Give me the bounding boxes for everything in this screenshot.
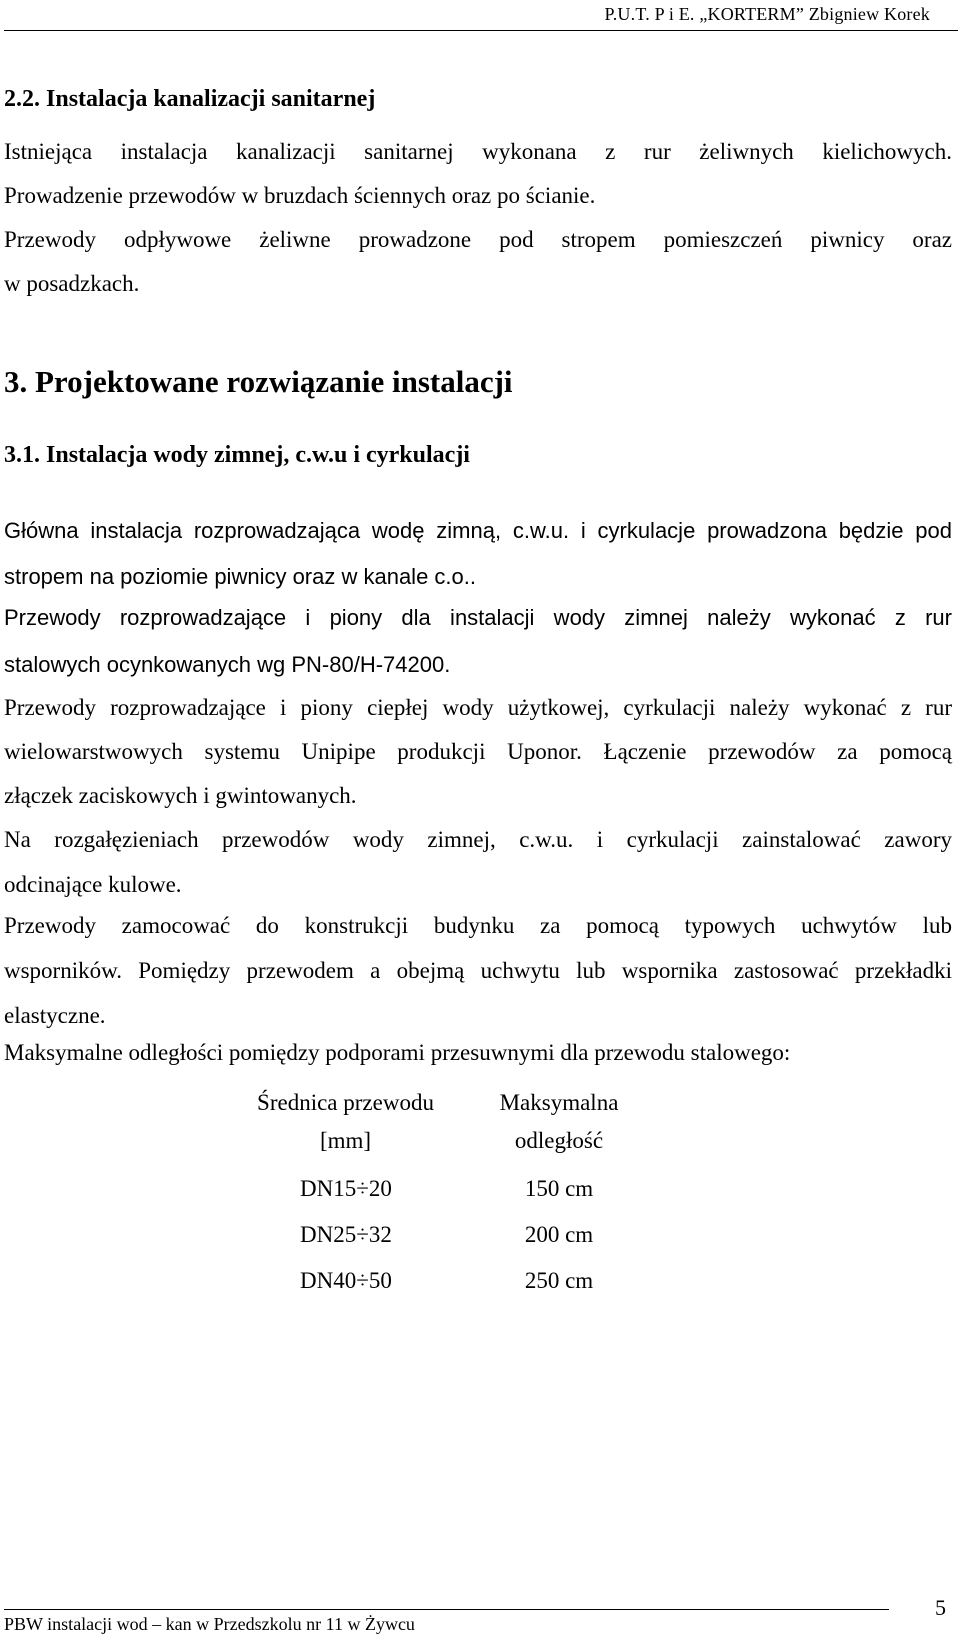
table-header-row-1 — [243, 1090, 663, 1120]
cell-diameter: DN25÷32 — [300, 1222, 392, 1247]
text-line: Przewody rozprowadzające i piony ciepłej wody użytkowej, cyrkulacji należy wykonać z rur — [4, 695, 952, 720]
text-line: Przewody odpływowe żeliwne prowadzone pod stropem pomieszczeń piwnicy oraz — [4, 227, 952, 252]
text-line: elastyczne. — [4, 1003, 106, 1028]
cell-diameter: DN40÷50 — [300, 1268, 392, 1293]
text-line: Istniejąca instalacja kanalizacji sanitarnej wykonana z rur żeliwnych kielichowych. — [4, 139, 952, 164]
col-diameter-header: Średnica przewodu — [257, 1090, 434, 1115]
paragraph-hot-water-pipes — [4, 686, 952, 818]
cell-distance: 250 cm — [524, 1268, 594, 1293]
text-line: w posadzkach. — [4, 271, 140, 296]
page-number: 5 — [935, 1595, 946, 1620]
text-line: wsporników. Pomiędzy przewodem a obejmą uchwytu lub wspornika zastosować przekładki — [4, 958, 952, 983]
page-footer: PBW instalacji wod – kan w Przedszkolu nr 11 w Żywcu — [4, 1614, 415, 1634]
paragraph-pipe-mounting — [4, 903, 952, 1038]
section-2-2-text — [4, 130, 952, 306]
page-header: P.U.T. P i E. „KORTERM” Zbigniew Korek — [604, 4, 930, 24]
text-line: Przewody rozprowadzające i piony dla instalacji wody zimnej należy wykonać z rur — [4, 605, 952, 630]
text-line: odcinające kulowe. — [4, 872, 182, 897]
text-line: wielowarstwowych systemu Unipipe produkcji Uponor. Łączenie przewodów za pomocą — [4, 739, 952, 764]
paragraph-cold-water-pipes — [4, 594, 952, 688]
text-line: Przewody zamocować do konstrukcji budynku za pomocą typowych uchwytów lub — [4, 913, 952, 938]
table-row — [243, 1176, 663, 1206]
section-2-2-heading: 2.2. Instalacja kanalizacji sanitarnej — [4, 86, 376, 112]
cell-distance: 150 cm — [524, 1176, 594, 1201]
paragraph-max-distance: Maksymalne odległości pomiędzy podporami przesuwnymi dla przewodu stalowego: — [4, 1040, 791, 1065]
text-line: stalowych ocynkowanych wg PN-80/H-74200. — [4, 652, 451, 677]
cell-distance: 200 cm — [524, 1222, 594, 1247]
paragraph-main-installation — [4, 508, 952, 600]
text-line: złączek zaciskowych i gwintowanych. — [4, 783, 357, 808]
text-line: Na rozgałęzieniach przewodów wody zimnej, c.w.u. i cyrkulacji zainstalować zawory — [4, 827, 952, 852]
text-line: Główna instalacja rozprowadzająca wodę zimną, c.w.u. i cyrkulacje prowadzona będzie pod — [4, 518, 952, 543]
table-row — [243, 1268, 663, 1298]
text-line: stropem na poziomie piwnicy oraz w kanale c.o.. — [4, 564, 476, 589]
section-3-1-heading: 3.1. Instalacja wody zimnej, c.w.u i cyrkulacji — [4, 442, 470, 468]
col-distance-header-2: odległość — [514, 1128, 604, 1153]
table-header-row-2 — [243, 1128, 663, 1158]
table-row — [243, 1222, 663, 1252]
col-diameter-unit: [mm] — [319, 1128, 372, 1153]
header-divider — [4, 30, 958, 31]
col-distance-header: Maksymalna — [499, 1090, 619, 1115]
cell-diameter: DN15÷20 — [300, 1176, 392, 1201]
paragraph-branch-valves — [4, 817, 952, 907]
section-3-heading: 3. Projektowane rozwiązanie instalacji — [4, 364, 513, 399]
footer-divider — [4, 1609, 889, 1610]
text-line: Prowadzenie przewodów w bruzdach ściennych oraz po ścianie. — [4, 183, 596, 208]
